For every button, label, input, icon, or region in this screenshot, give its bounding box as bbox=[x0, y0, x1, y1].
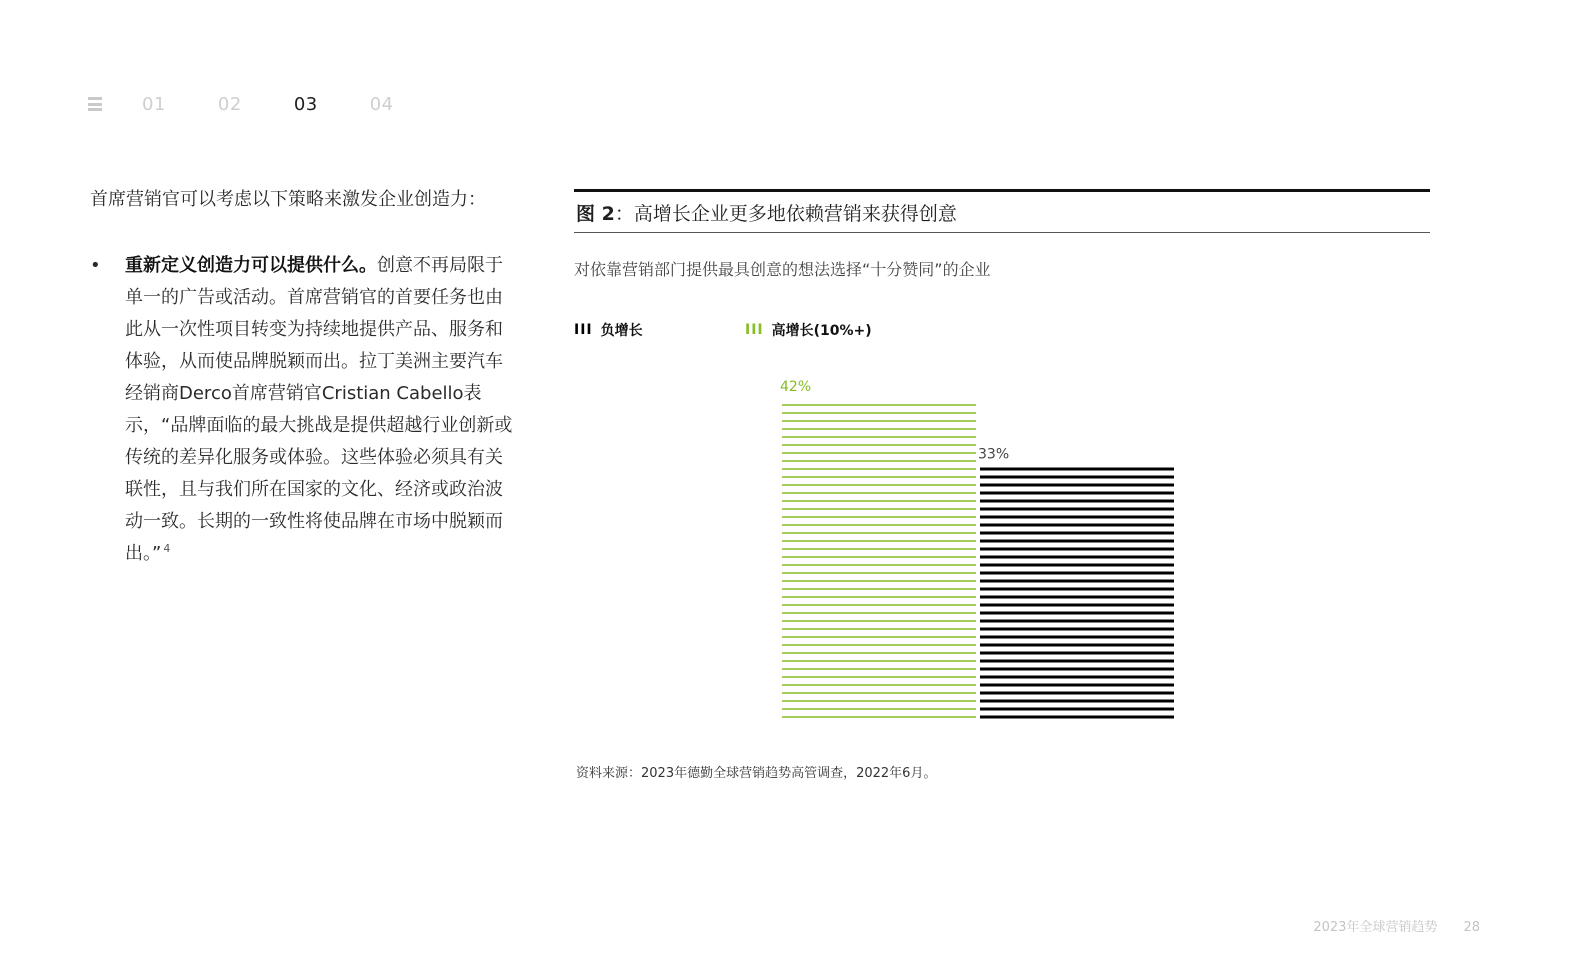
figure-bottom-rule bbox=[574, 232, 1430, 233]
nav-item-02[interactable]: 02 bbox=[217, 93, 242, 115]
footer-report-title: 2023年全球营销趋势 bbox=[1313, 920, 1438, 935]
legend-item-negative bbox=[574, 320, 643, 340]
intro-text: 首席营销官可以考虑以下策略来激发企业创造力： bbox=[90, 189, 486, 210]
section-nav bbox=[88, 92, 446, 116]
figure-source: 资料来源：2023年德勤全球营销趋势高管调查，2022年6月。 bbox=[576, 766, 937, 781]
legend-label-high: 高增长(10%+) bbox=[771, 323, 872, 339]
footnote-ref[interactable]: 4 bbox=[163, 542, 171, 555]
left-column bbox=[90, 186, 520, 570]
page-number: 28 bbox=[1463, 920, 1480, 935]
legend-label-negative: 负增长 bbox=[600, 323, 643, 339]
page-footer bbox=[1313, 916, 1480, 935]
bar-value-label-2: 33% bbox=[978, 446, 1010, 463]
nav-item-01[interactable]: 01 bbox=[142, 93, 166, 115]
menu-icon[interactable] bbox=[88, 97, 102, 111]
bar-1 bbox=[782, 405, 976, 717]
bar-value-label-1: 42% bbox=[780, 379, 812, 395]
figure-title-text: ：高增长企业更多地依赖营销来获得创意 bbox=[614, 203, 957, 225]
bullet-body: 创意不再局限于单一的广告或活动。首席营销官的首要任务也由此从一次性项目转变为持续地提供产品、服务和体验，从而使品牌脱颖而出。拉丁美洲主要汽车经销商Derco首席营销官Cristian Cabello表示，“品牌面临的最大挑战是提供超越行业创新或传统的差异化服务或体验。这些体验必须具有关联性，且与我们所在国家的文化、经济或政治波动一致。长期的一致性将使品牌在市场中脱颖而出。” bbox=[125, 255, 513, 564]
legend-item-high bbox=[745, 320, 872, 340]
figure-title bbox=[576, 199, 957, 226]
figure-top-rule bbox=[574, 189, 1430, 192]
figure-subtitle: 对依靠营销部门提供最具创意的想法选择“十分赞同”的企业 bbox=[574, 260, 991, 279]
nav-item-03[interactable]: 03 bbox=[293, 93, 318, 115]
bullet-item bbox=[90, 250, 520, 570]
legend-swatch-negative-icon: III bbox=[574, 322, 593, 338]
figure-label: 图 2 bbox=[576, 203, 615, 225]
bullet-dot-icon: • bbox=[90, 255, 101, 276]
legend-swatch-high-icon: III bbox=[745, 322, 764, 338]
nav-item-04[interactable]: 04 bbox=[369, 93, 394, 115]
bar-chart bbox=[760, 370, 1200, 730]
bullet-bold-lead: 重新定义创造力可以提供什么。 bbox=[125, 255, 377, 276]
bar-2 bbox=[980, 469, 1174, 717]
